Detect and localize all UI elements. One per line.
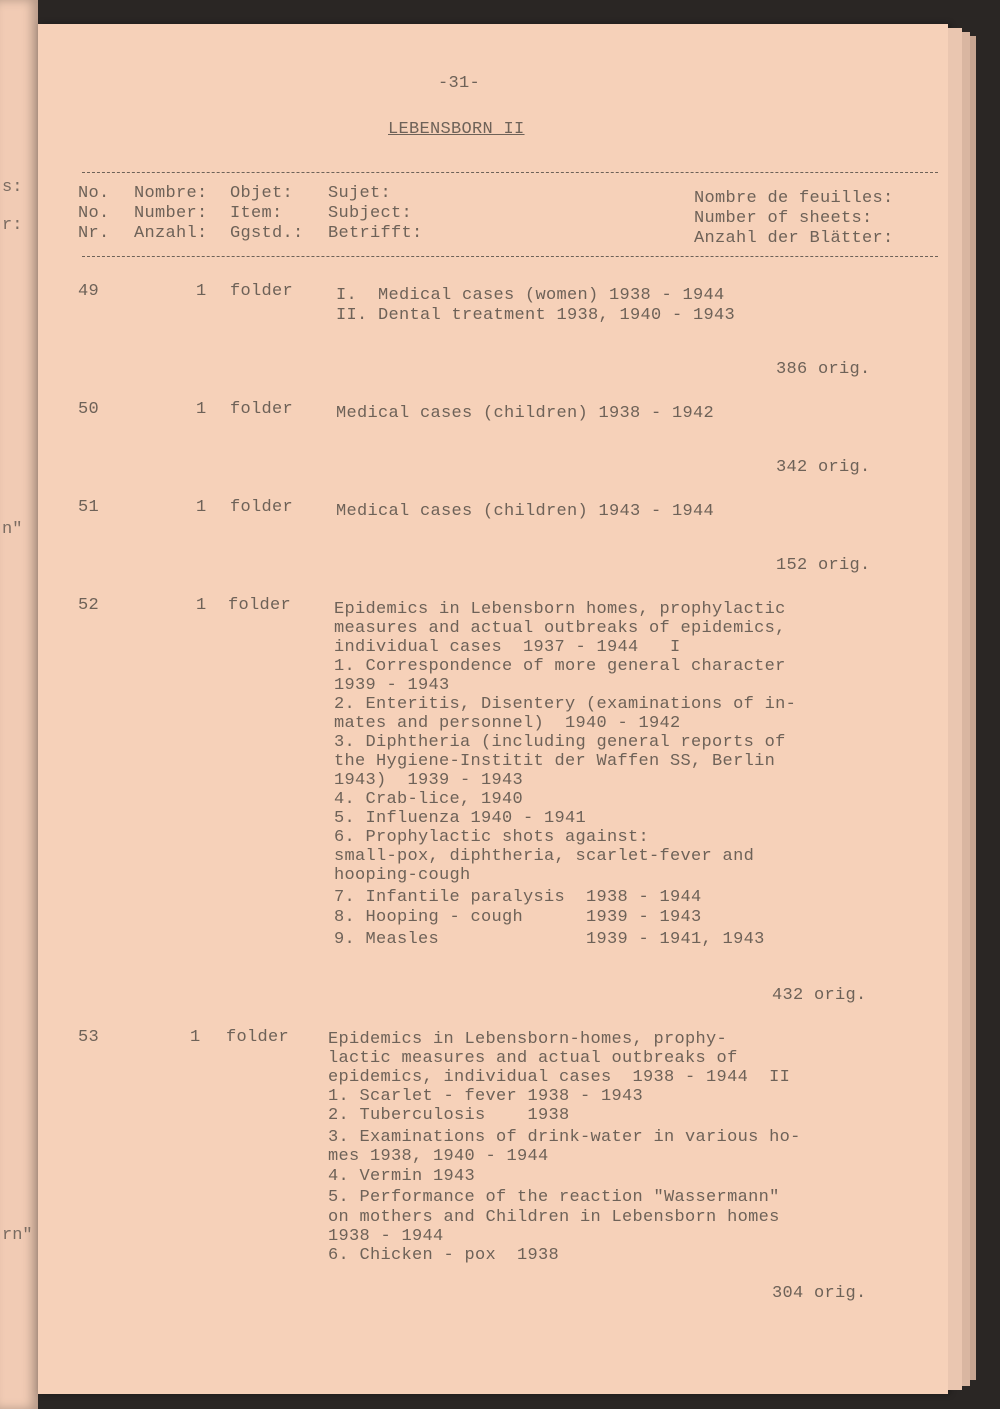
- entry-subject-line: 5. Influenza 1940 - 1941: [334, 809, 587, 828]
- entry-subject-line: Epidemics in Lebensborn homes, prophylactic: [334, 600, 786, 619]
- column-header-sheets: Nombre de feuilles:: [694, 189, 894, 208]
- entry-subject-line: Medical cases (children) 1943 - 1944: [336, 502, 715, 521]
- entry-subject-line: 2. Tuberculosis 1938: [328, 1106, 570, 1125]
- entry-sheets: 432 orig.: [772, 986, 867, 1005]
- entry-sheets: 304 orig.: [772, 1284, 867, 1303]
- entry-subject-line: individual cases 1937 - 1944 I: [334, 638, 681, 657]
- entry-subject-line: II. Dental treatment 1938, 1940 - 1943: [336, 306, 736, 325]
- stacked-page-edge: [948, 28, 962, 1390]
- entry-sheets: 152 orig.: [776, 556, 871, 575]
- entry-subject-line: hooping-cough: [334, 866, 471, 885]
- entry-subject-line: 1939 - 1943: [334, 676, 450, 695]
- entry-number: 52: [78, 596, 100, 615]
- column-header-item: Ggstd.:: [230, 224, 304, 243]
- left-page-fragment: rn": [2, 1226, 33, 1245]
- entry-subject-line: 1. Scarlet - fever 1938 - 1943: [328, 1087, 644, 1106]
- entry-sheets: 342 orig.: [776, 458, 871, 477]
- entry-number: 51: [78, 498, 100, 517]
- entry-subject-line: 6. Chicken - pox 1938: [328, 1246, 560, 1265]
- column-header-count: Number:: [134, 204, 208, 223]
- entry-sheets: 386 orig.: [776, 360, 871, 379]
- column-header-no: No.: [78, 184, 110, 203]
- table-divider: [82, 172, 938, 173]
- column-header-subject: Subject:: [328, 204, 413, 223]
- entry-subject-line: on mothers and Children in Lebensborn homes: [328, 1208, 780, 1227]
- entry-subject-line: 3. Examinations of drink-water in various ho-: [328, 1128, 801, 1147]
- entry-number: 50: [78, 400, 100, 419]
- entry-count: 1: [196, 400, 207, 419]
- stacked-page-edge: [970, 36, 976, 1380]
- entry-subject-line: 5. Performance of the reaction "Wassermann": [328, 1188, 780, 1207]
- column-header-item: Item:: [230, 204, 283, 223]
- entry-subject-line: 1. Correspondence of more general character: [334, 657, 786, 676]
- column-header-sheets: Number of sheets:: [694, 209, 873, 228]
- entry-subject-line: 4. Crab-lice, 1940: [334, 790, 524, 809]
- entry-item: folder: [230, 400, 294, 419]
- entry-number: 53: [78, 1028, 100, 1047]
- entry-count: 1: [196, 282, 207, 301]
- column-header-count: Nombre:: [134, 184, 208, 203]
- column-header-sheets: Anzahl der Blätter:: [694, 229, 894, 248]
- column-header-count: Anzahl:: [134, 224, 208, 243]
- entry-subject-line: 3. Diphtheria (including general reports of: [334, 733, 786, 752]
- column-header-no: No.: [78, 204, 110, 223]
- entry-subject-line: 4. Vermin 1943: [328, 1167, 476, 1186]
- left-page-fragment: s:: [2, 178, 23, 197]
- entry-subject-line: lactic measures and actual outbreaks of: [328, 1049, 738, 1068]
- entry-subject-line: mes 1938, 1940 - 1944: [328, 1147, 549, 1166]
- entry-subject-line: 9. Measles 1939 - 1941, 1943: [334, 930, 765, 949]
- left-page-fragment: n": [2, 520, 23, 539]
- entry-subject-line: Epidemics in Lebensborn-homes, prophy-: [328, 1030, 728, 1049]
- previous-page-edge: [0, 0, 38, 1409]
- left-page-fragment: r:: [2, 216, 23, 235]
- stacked-page-edge: [962, 32, 970, 1386]
- page-title: LEBENSBORN II: [388, 120, 525, 139]
- table-divider: [82, 256, 938, 257]
- entry-count: 1: [196, 596, 207, 615]
- entry-subject-line: mates and personnel) 1940 - 1942: [334, 714, 681, 733]
- entry-subject-line: 1938 - 1944: [328, 1227, 444, 1246]
- entry-subject-line: Medical cases (children) 1938 - 1942: [336, 404, 715, 423]
- entry-item: folder: [230, 282, 294, 301]
- entry-subject-line: epidemics, individual cases 1938 - 1944 II: [328, 1068, 791, 1087]
- column-header-subject: Sujet:: [328, 184, 392, 203]
- page-number: -31-: [438, 74, 481, 93]
- entry-subject-line: the Hygiene-Institit der Waffen SS, Berlin: [334, 752, 776, 771]
- entry-count: 1: [196, 498, 207, 517]
- column-header-item: Objet:: [230, 184, 294, 203]
- entry-item: folder: [228, 596, 292, 615]
- entry-subject-line: 1943) 1939 - 1943: [334, 771, 524, 790]
- entry-count: 1: [190, 1028, 201, 1047]
- entry-subject-line: 2. Enteritis, Disentery (examinations of in-: [334, 695, 797, 714]
- entry-subject-line: 7. Infantile paralysis 1938 - 1944: [334, 888, 702, 907]
- document-page: [38, 24, 948, 1394]
- entry-subject-line: measures and actual outbreaks of epidemics,: [334, 619, 786, 638]
- entry-subject-line: 6. Prophylactic shots against:: [334, 828, 650, 847]
- entry-subject-line: I. Medical cases (women) 1938 - 1944: [336, 286, 725, 305]
- entry-item: folder: [226, 1028, 290, 1047]
- column-header-subject: Betrifft:: [328, 224, 423, 243]
- entry-subject-line: small-pox, diphtheria, scarlet-fever and: [334, 847, 755, 866]
- entry-subject-line: 8. Hooping - cough 1939 - 1943: [334, 908, 702, 927]
- entry-number: 49: [78, 282, 100, 301]
- entry-item: folder: [230, 498, 294, 517]
- column-header-no: Nr.: [78, 224, 110, 243]
